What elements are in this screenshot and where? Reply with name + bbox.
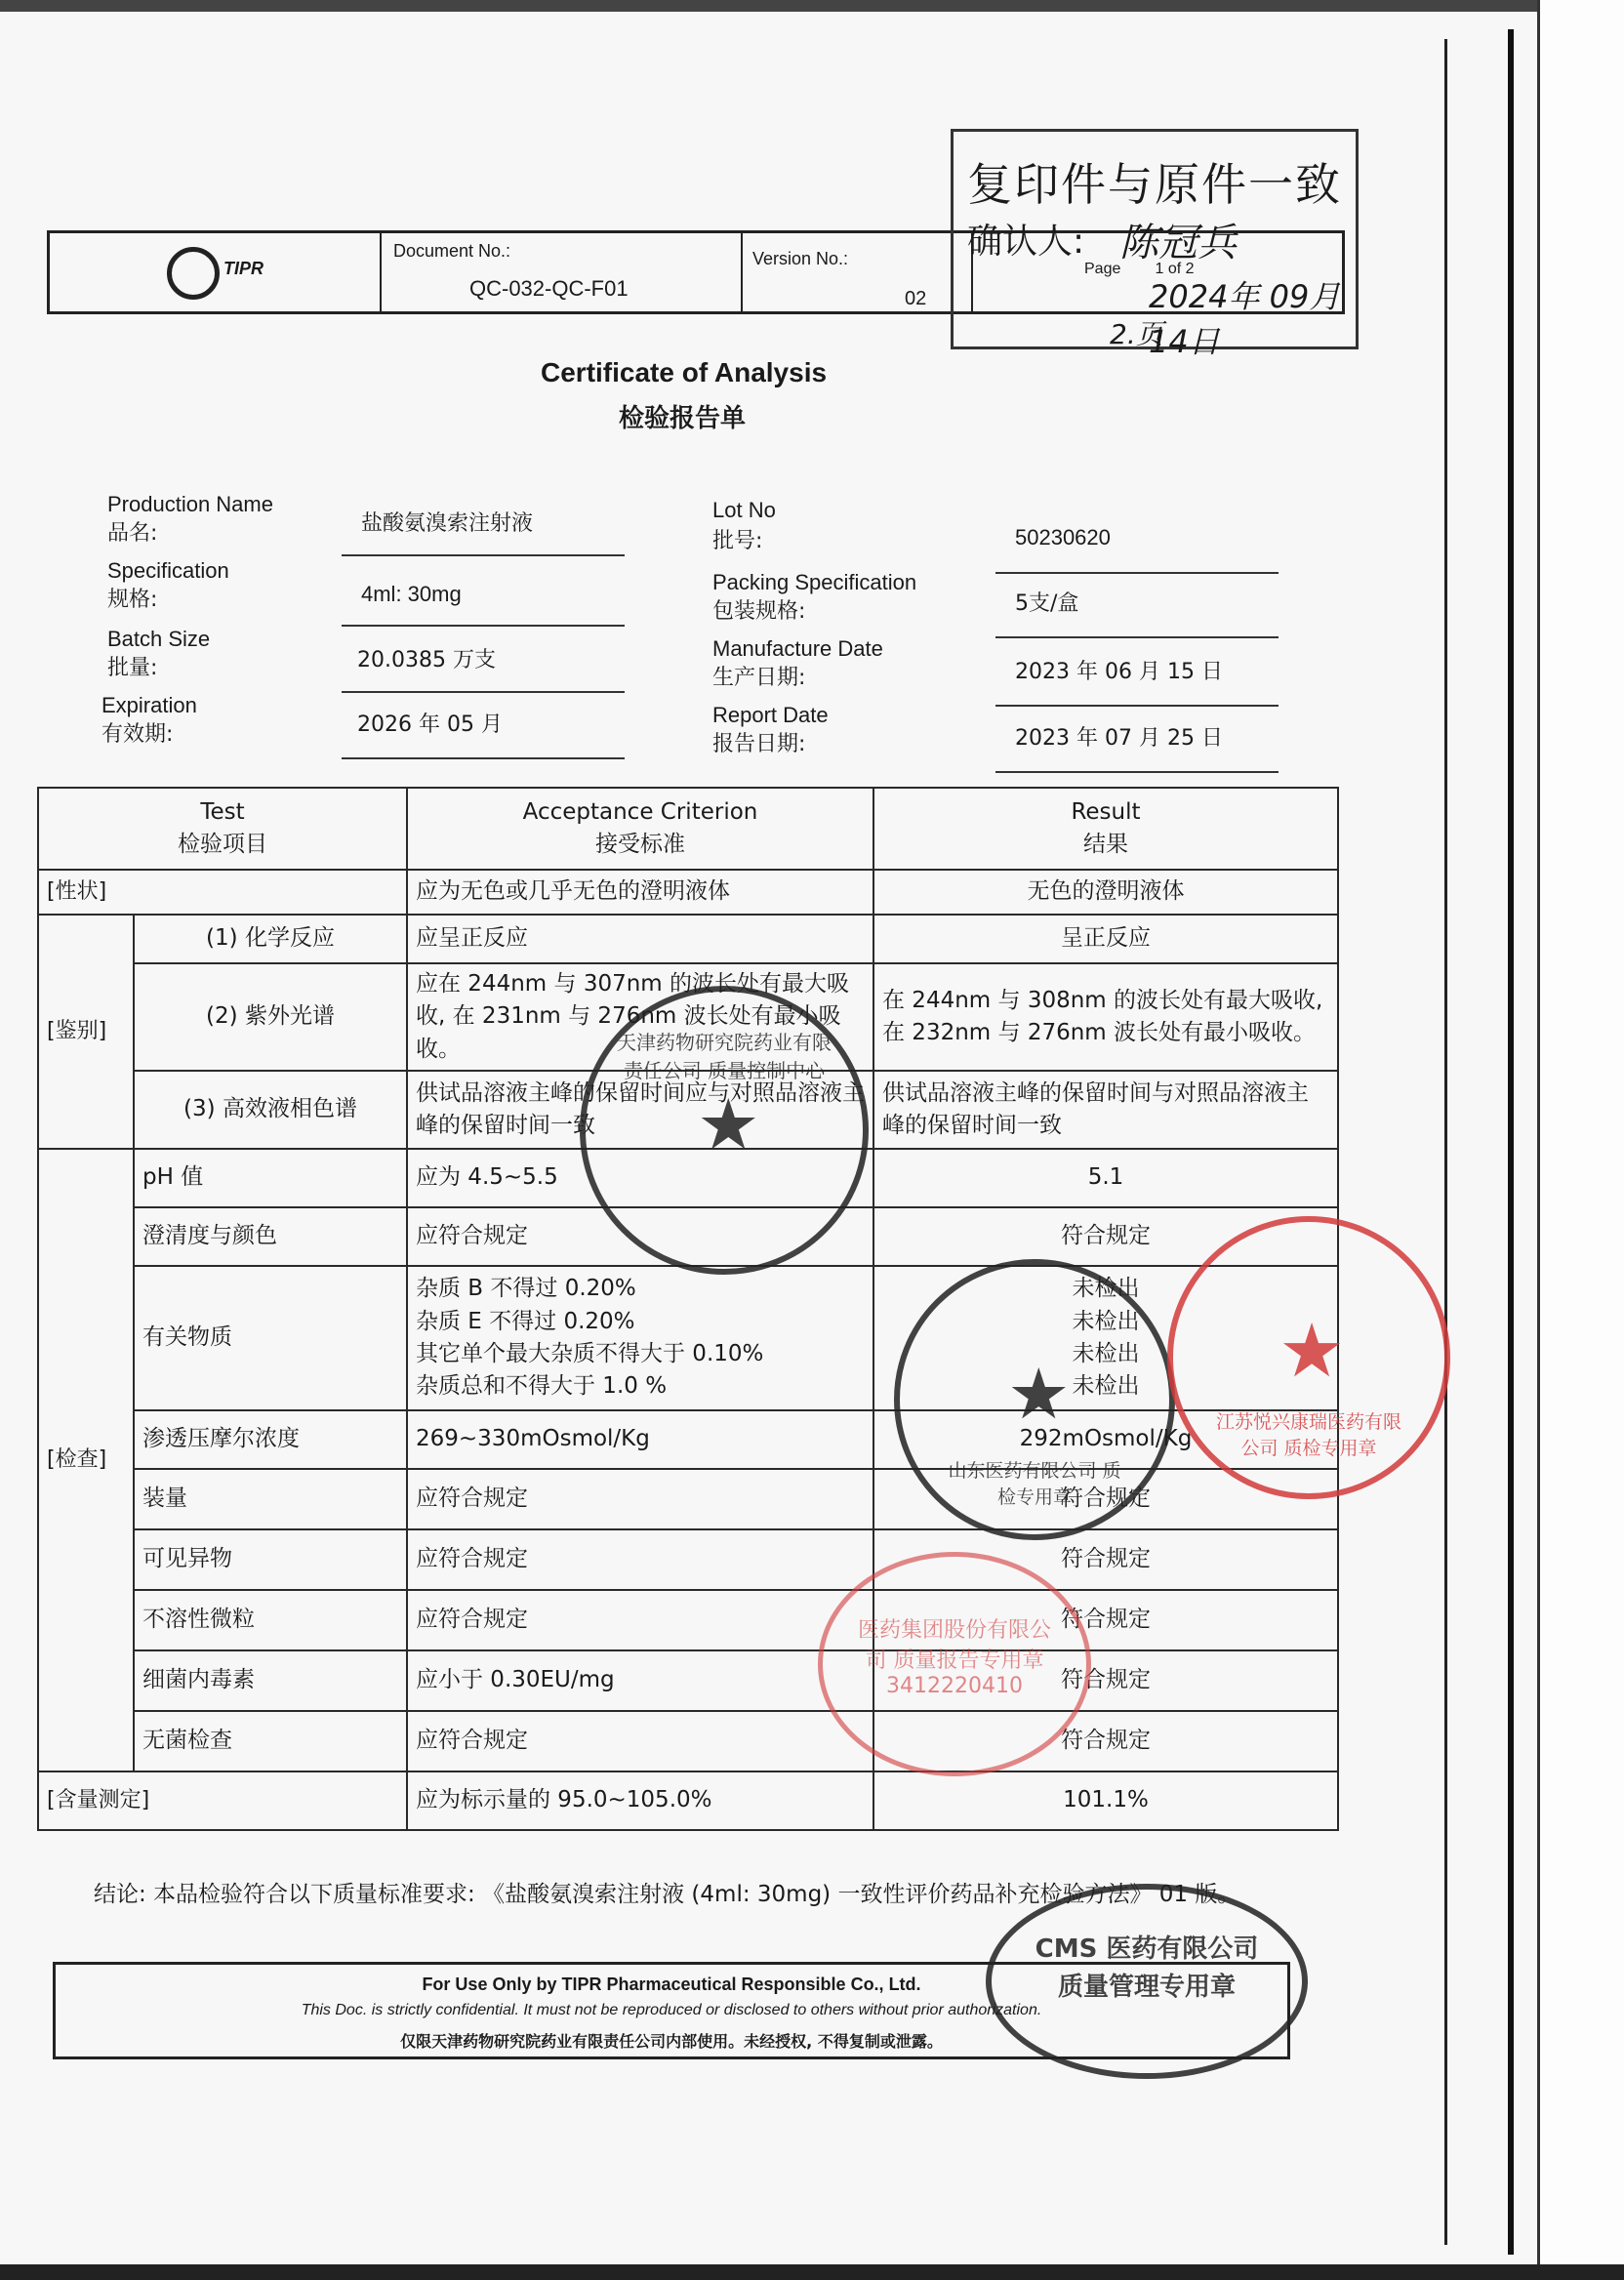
seal-text: 天津药物研究院药业有限责任公司 质量控制中心: [617, 1031, 832, 1082]
table-row: [38, 1529, 1338, 1590]
table-row: [38, 1590, 1338, 1650]
lot-underline: [995, 572, 1279, 574]
mfg-value: 2023 年 06 月 15 日: [1015, 660, 1223, 684]
lot-label-en: Lot No: [712, 498, 776, 522]
exp-value: 2026 年 05 月: [357, 712, 503, 737]
report-label-zh: 报告日期:: [712, 732, 806, 756]
category-assay: [含量测定]: [38, 1771, 407, 1830]
batch-label-zh: 批量:: [107, 656, 158, 680]
criterion-line: 杂质 E 不得过 0.20%: [416, 1308, 635, 1334]
seal-star-icon: ★: [1279, 1307, 1346, 1394]
table-row: [38, 915, 1338, 963]
footer-line-1: For Use Only by TIPR Pharmaceutical Responsible Co., Ltd.: [422, 1975, 921, 1994]
criterion-cell: 供试品溶液主峰的保留时间应与对照品溶液主峰的保留时间一致: [407, 1071, 873, 1149]
seal-text: 医药集团股份有限公司 质量报告专用章 3412220410: [857, 1618, 1051, 1698]
result-line: 未检出: [1072, 1373, 1140, 1400]
batch-value: 20.0385 万支: [357, 648, 496, 672]
page-label: Page: [1084, 261, 1121, 277]
result-cell: 符合规定: [873, 1207, 1338, 1266]
header-criterion-zh: 接受标准: [595, 832, 685, 857]
category-appearance: [性状]: [38, 870, 407, 915]
test-name-cell: 可见异物: [134, 1529, 407, 1590]
copy-stamp-confirmer: 确认人:: [967, 222, 1085, 262]
jiangsu-seal: [1167, 1216, 1450, 1499]
spec-label-zh: 规格:: [107, 588, 158, 612]
result-line: 未检出: [1072, 1276, 1140, 1302]
conclusion: 结论: 本品检验符合以下质量标准要求: 《盐酸氨溴索注射液 (4ml: 30mg) 一致性评价药品补充检验方法》 01 版。: [94, 1882, 1240, 1907]
spec-underline: [342, 625, 625, 627]
report-underline: [995, 771, 1279, 773]
seal-star-icon: ★: [697, 1083, 760, 1165]
copy-stamp-signature: 陈冠兵: [1119, 221, 1237, 265]
table-row: [38, 1771, 1338, 1830]
report-label-en: Report Date: [712, 703, 829, 727]
packing-value: 5支/盒: [1015, 591, 1079, 616]
logo-cell: [50, 233, 382, 311]
criterion-line: 杂质 B 不得过 0.20%: [416, 1276, 636, 1302]
criterion-cell: 应符合规定: [407, 1207, 873, 1266]
result-cell: 符合规定: [873, 1650, 1338, 1711]
test-name-cell: 装量: [134, 1469, 407, 1529]
header-criterion-en: Acceptance Criterion: [522, 798, 758, 825]
test-name-cell: 澄清度与颜色: [134, 1207, 407, 1266]
header-test-zh: 检验项目: [178, 832, 267, 857]
batch-label-en: Batch Size: [107, 627, 211, 651]
test-name-cell: 有关物质: [134, 1266, 407, 1410]
criterion-cell: 应符合规定: [407, 1529, 873, 1590]
criterion-cell: 应在 244nm 与 307nm 的波长处有最大吸收, 在 231nm 与 276nm 波长处有最小吸收。: [407, 963, 873, 1071]
header-result-zh: 结果: [1083, 832, 1128, 857]
packing-underline: [995, 636, 1279, 638]
scan-edge-bottom: [0, 2264, 1624, 2280]
table-row: [38, 1650, 1338, 1711]
test-name-cell: 无菌检查: [134, 1711, 407, 1771]
doc-no: QC-032-QC-F01: [469, 276, 629, 301]
result-cell: 5.1: [873, 1149, 1338, 1207]
result-cell: 符合规定: [873, 1529, 1338, 1590]
product-label-en: Production Name: [107, 492, 273, 516]
logo-text: TIPR: [223, 259, 264, 278]
result-cell: 符合规定: [873, 1590, 1338, 1650]
criterion-line: 杂质总和不得大于 1.0 %: [416, 1373, 668, 1400]
header-result-en: Result: [1071, 798, 1141, 825]
scan-edge-top: [0, 0, 1562, 12]
result-line: 未检出: [1072, 1308, 1140, 1334]
test-name-cell: (1) 化学反应: [134, 915, 407, 963]
header-criterion: [407, 788, 873, 870]
exp-label-en: Expiration: [102, 693, 197, 717]
result-cell: 101.1%: [873, 1771, 1338, 1830]
test-name-cell: pH 值: [134, 1149, 407, 1207]
cms-seal: [986, 1884, 1308, 2079]
table-row: [38, 1711, 1338, 1771]
packing-label-en: Packing Specification: [712, 570, 917, 594]
quality-control-seal: [580, 986, 869, 1275]
criterion-cell: [407, 1266, 873, 1410]
criterion-line: 其它单个最大杂质不得大于 0.10%: [416, 1341, 764, 1367]
seal-text: 江苏悦兴康瑞医药有限公司 质检专用章: [1215, 1411, 1401, 1459]
table-row: [38, 870, 1338, 915]
lot-label-zh: 批号:: [712, 529, 763, 553]
test-name-cell: 渗透压摩尔浓度: [134, 1410, 407, 1469]
shandong-seal: [894, 1259, 1175, 1540]
scan-edge-right: [1444, 39, 1467, 2245]
criterion-cell: 应符合规定: [407, 1711, 873, 1771]
results-table: [37, 787, 1339, 1831]
title-en: Certificate of Analysis: [541, 357, 828, 387]
packing-label-zh: 包装规格:: [712, 599, 806, 624]
criterion-cell: 应为标示量的 95.0~105.0%: [407, 1771, 873, 1830]
criterion-cell: 应为无色或几乎无色的澄明液体: [407, 870, 873, 915]
product-underline: [342, 554, 625, 556]
footer-line-2: This Doc. is strictly confidential. It must not be reproduced or disclosed to others without prior authorization.: [301, 2002, 1042, 2018]
report-value: 2023 年 07 月 25 日: [1015, 726, 1223, 751]
result-cell: 在 244nm 与 308nm 的波长处有最大吸收, 在 232nm 与 276nm 波长处有最小吸收。: [873, 963, 1338, 1071]
title-zh: 检验报告单: [619, 404, 747, 433]
doc-no-label: Document No.:: [393, 241, 511, 261]
spec-label-en: Specification: [107, 558, 229, 583]
criterion-cell: 应符合规定: [407, 1590, 873, 1650]
result-cell: 符合规定: [873, 1469, 1338, 1529]
version-cell: [743, 233, 973, 311]
criterion-cell: 应小于 0.30EU/mg: [407, 1650, 873, 1711]
category-identification: [鉴别]: [38, 915, 134, 1149]
result-cell: 无色的澄明液体: [873, 870, 1338, 915]
header-test: [38, 788, 407, 870]
test-name-cell: 不溶性微粒: [134, 1590, 407, 1650]
test-name-cell: (3) 高效液相色谱: [134, 1071, 407, 1149]
spec-value: 4ml: 30mg: [361, 582, 462, 606]
version-label: Version No.:: [752, 249, 849, 268]
result-line: 未检出: [1072, 1341, 1140, 1367]
mfg-label-zh: 生产日期:: [712, 666, 806, 690]
criterion-cell: 269~330mOsmol/Kg: [407, 1410, 873, 1469]
copy-stamp-note: 2.页: [1110, 318, 1163, 350]
criterion-cell: 应为 4.5~5.5: [407, 1149, 873, 1207]
result-cell: 供试品溶液主峰的保留时间与对照品溶液主峰的保留时间一致: [873, 1071, 1338, 1149]
version: 02: [905, 288, 927, 309]
copy-certification-stamp: [951, 129, 1359, 360]
footer-line-3: 仅限天津药物研究院药业有限责任公司内部使用。未经授权, 不得复制或泄露。: [400, 2032, 943, 2051]
result-cell: 符合规定: [873, 1711, 1338, 1771]
criterion-cell: 应呈正反应: [407, 915, 873, 963]
mfg-label-en: Manufacture Date: [712, 636, 883, 661]
test-name-cell: (2) 紫外光谱: [134, 963, 407, 1071]
quality-report-seal: [818, 1552, 1091, 1776]
product-name: 盐酸氨溴索注射液: [361, 511, 534, 536]
header-test-en: Test: [200, 798, 245, 825]
category-check: [检查]: [38, 1149, 134, 1771]
batch-underline: [342, 691, 625, 693]
scan-edge-right-3: [1537, 0, 1624, 2280]
seal-text: CMS 医药有限公司 质量管理专用章: [1035, 1934, 1259, 2002]
exp-underline: [342, 757, 625, 759]
result-cell: 292mOsmol/Kg: [873, 1410, 1338, 1469]
header-result: [873, 788, 1338, 870]
seal-star-icon: ★: [1007, 1353, 1071, 1435]
test-name-cell: 细菌内毒素: [134, 1650, 407, 1711]
copy-stamp-date: 2024年 09月 14日: [1149, 278, 1341, 360]
mfg-underline: [995, 705, 1279, 707]
result-cell: 呈正反应: [873, 915, 1338, 963]
exp-label-zh: 有效期:: [102, 722, 174, 747]
page-number: 1 of 2: [1155, 261, 1195, 277]
lot-value: 50230620: [1015, 525, 1111, 550]
table-header-row: [38, 788, 1338, 870]
copy-stamp-title: 复印件与原件一致: [967, 158, 1342, 211]
product-label-zh: 品名:: [107, 521, 158, 546]
criterion-cell: 应符合规定: [407, 1469, 873, 1529]
seal-text: 山东医药有限公司 质检专用章: [948, 1460, 1121, 1508]
tipr-logo: [167, 247, 220, 300]
doc-no-cell: [382, 233, 743, 311]
